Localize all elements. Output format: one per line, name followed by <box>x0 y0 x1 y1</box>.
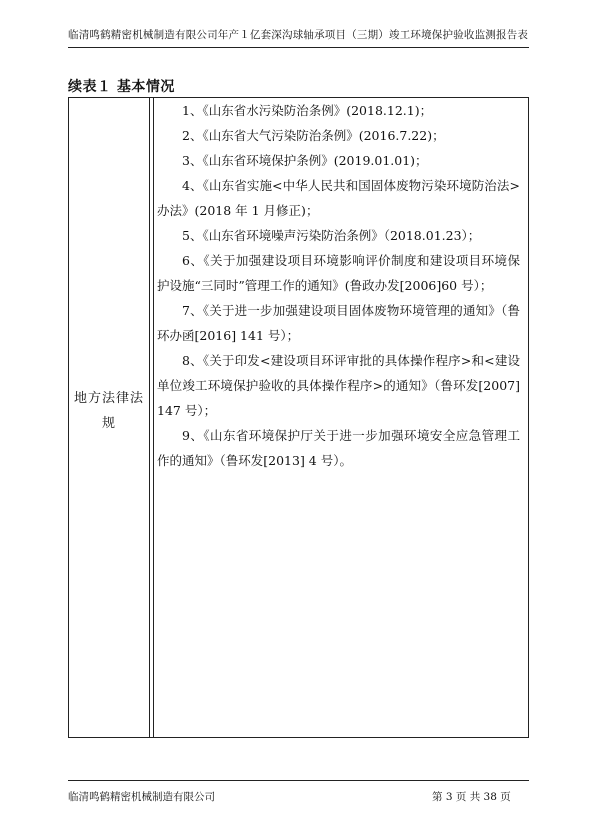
basic-info-table <box>68 97 529 738</box>
footer-company: 临清鸣鹤精密机械制造有限公司 <box>68 791 215 803</box>
regulation-item: 4、《山东省实施<中华人民共和国固体废物污染环境防治法>办法》(2018 年 1 月修正)； <box>157 178 520 218</box>
regulation-item: 5、《山东省环境噪声污染防治条例》（2018.01.23）； <box>182 228 481 243</box>
regulations-list <box>157 98 520 473</box>
page-header: 临清鸣鹤精密机械制造有限公司年产１亿套深沟球轴承项目（三期）竣工环境保护验收监测报告表 <box>68 29 529 41</box>
regulation-item: 2、《山东省大气污染防治条例》(2016.7.22)； <box>182 128 445 143</box>
row-label <box>69 386 149 436</box>
regulation-item: 7、《关于进一步加强建设项目固体废物环境管理的通知》（鲁环办函[2016] 141 号）； <box>157 303 520 343</box>
row-label-line: 地方法律法 <box>73 391 144 406</box>
column-divider-double <box>153 98 154 737</box>
row-label-line: 规 <box>101 416 116 431</box>
regulation-item: 1、《山东省水污染防治条例》(2018.12.1)； <box>182 103 433 118</box>
regulation-item: 6、《关于加强建设项目环境影响评价制度和建设项目环境保护设施“三同时”管理工作的通知》(鲁政办发[2006]60 号）； <box>157 253 520 293</box>
header-divider <box>68 47 529 48</box>
regulation-item: 3、《山东省环境保护条例》(2019.01.01)； <box>182 153 428 168</box>
section-title: 续表１ 基本情况 <box>68 79 175 95</box>
page-number: 第 3 页 共 38 页 <box>432 791 511 803</box>
column-divider <box>149 98 150 737</box>
footer-divider <box>68 780 529 781</box>
regulation-item: 9、《山东省环境保护厅关于进一步加强环境安全应急管理工作的通知》（鲁环发[2013] 4 号）。 <box>157 428 520 468</box>
regulation-item: 8、《关于印发<建设项目环评审批的具体操作程序>和<建设单位竣工环境保护验收的具体操作程序>的通知》（鲁环发[2007] 147 号）； <box>157 353 520 418</box>
